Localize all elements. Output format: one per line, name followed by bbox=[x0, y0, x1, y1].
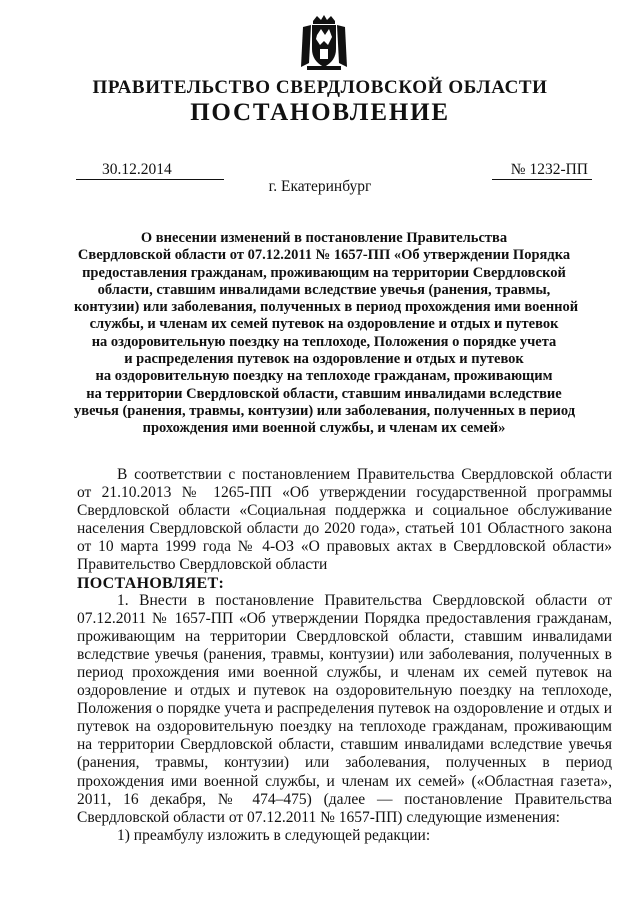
title-line: прохождения ими военной службы, и членам их семей» bbox=[142, 420, 506, 437]
title-line: предоставления гражданам, проживающим на территории Свердловской bbox=[82, 264, 566, 281]
subitem-1-paragraph: 1) преамбулу изложить в следующей редакции: bbox=[117, 826, 431, 844]
title-line: службы, и членам их семей путевок на оздоровление и отдых и путевок bbox=[89, 316, 559, 333]
document-number: № 1232-ПП bbox=[492, 161, 592, 180]
title-line: увечья (ранения, травмы, контузии) или заболевания, полученных в период bbox=[74, 402, 576, 419]
title-line: на территории Свердловской области, ставшим инвалидами вследствие bbox=[86, 385, 562, 402]
city: г. Екатеринбург bbox=[268, 178, 372, 195]
coat-of-arms-emblem bbox=[295, 15, 353, 71]
title-line: и распределения путевок на оздоровление и отдых и путевок bbox=[124, 351, 524, 368]
title-line: Свердловской области от 07.12.2011 № 1657-ПП «Об утверждении Порядка bbox=[77, 247, 571, 264]
document-type: ПОСТАНОВЛЕНИЕ bbox=[190, 99, 450, 126]
document-date: 30.12.2014 bbox=[76, 161, 224, 180]
decree-heading: ПОСТАНОВЛЯЕТ: bbox=[77, 574, 225, 592]
document-body bbox=[77, 466, 612, 845]
title-line: контузии) или заболевания, полученных в период прохождения ими военной bbox=[74, 299, 579, 316]
document-title bbox=[74, 230, 579, 438]
title-line: на оздоровительную поездку на теплоходе, Положения о порядке учета bbox=[91, 333, 557, 350]
item-1-paragraph: 1. Внести в постановление Правительства Свердловской области от 07.12.2011 № 1657-ПП «Об утверждении Порядка предоставления гражданам, проживающим на территории Свердловской области, ставшим инвалидами вследствие увечья (ранения, травмы, контузии) или заболевания, полученных в период прохождения ими военной службы, и членам их семей путевок на оздоровление и отдых и путевок на оздоровительную поездку на теплоходе, Положения о порядке учета и распределения путевок на оздоровление и отдых и путевок на оздоровительную поездку на теплоходе гражданам, проживающим на территории Свердловской области, ставшим инвалидами вследствие увечья (ранения, травмы, контузии) или заболевания, полученных в период прохождения ими военной службы, и членам их семей» («Областная газета», 2011, 16 декабря, № 474–475) (далее — постановление Правительства Свердловской области от 07.12.2011 № 1657-ПП) следующие изменения: bbox=[77, 591, 612, 826]
title-line: О внесении изменений в постановление Правительства bbox=[140, 230, 508, 246]
preamble-paragraph: В соответствии с постановлением Правительства Свердловской области от 21.10.2013 № 1265-ПП «Об утверждении государственной программы Свердловской области «Социальная поддержка и социальное обслуживание населения Свердловской области до 2020 года», статьей 101 Областного закона от 10 марта 1999 года № 4-ОЗ «О правовых актах в Свердловской области» Правительство Свердловской области bbox=[77, 466, 612, 574]
government-name: ПРАВИТЕЛЬСТВО СВЕРДЛОВСКОЙ ОБЛАСТИ bbox=[92, 77, 548, 98]
title-line: на оздоровительную поездку на теплоходе гражданам, проживающим bbox=[95, 368, 553, 385]
title-line: области, ставшим инвалидами вследствие увечья (ранения, травмы, bbox=[97, 281, 551, 298]
